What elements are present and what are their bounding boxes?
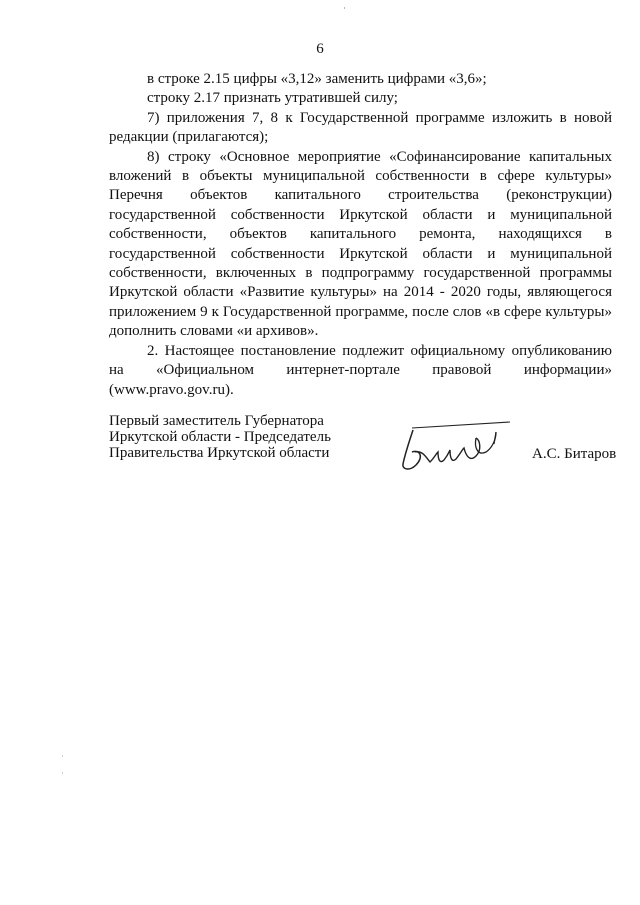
signature-icon bbox=[392, 408, 552, 480]
signatory-position-line: Первый заместитель Губернатора bbox=[109, 413, 324, 429]
paragraph: в строке 2.15 цифры «3,12» заменить цифрами «3,6»; bbox=[147, 71, 487, 87]
paragraph: строку 2.17 признать утратившей силу; bbox=[147, 90, 398, 107]
scan-speck bbox=[62, 772, 63, 774]
signatory-position bbox=[109, 413, 369, 461]
paragraph: 2. Настоящее постановление подлежит официальному опубликованию на «Официальном интернет-портале правовой информации» (www.pravo.gov.ru). bbox=[109, 342, 612, 398]
paragraph: 8) строку «Основное мероприятие «Софинансирование капитальных вложений в объекты муниципальной собственности в сфере культуры» Перечня объектов капитального строительства (реконструкции) государственной собственности Иркутской области и муниципальной собственности, объектов капитального ремонта, находящихся в государственной собственности Иркутской области и муниципальной собственности, включенных в подпрограмму государственной программы Иркутской области «Развитие культуры» на 2014 - 2020 годы, являющегося приложением 9 к Государственной программе, после слов «в сфере культуры» дополнить словами «и архивов». bbox=[109, 148, 612, 340]
scan-speck bbox=[62, 755, 63, 757]
signatory-position-line: Правительства Иркутской области bbox=[109, 445, 330, 461]
document-body bbox=[109, 70, 612, 400]
signatory-position-line: Иркутской области - Председатель bbox=[109, 429, 331, 445]
page-number: 6 bbox=[316, 41, 324, 57]
paragraph: 7) приложения 7, 8 к Государственной программе изложить в новой редакции (прилагаются); bbox=[109, 109, 612, 146]
scan-speck bbox=[344, 7, 345, 9]
signatory-name: А.С. Битаров bbox=[532, 446, 617, 462]
